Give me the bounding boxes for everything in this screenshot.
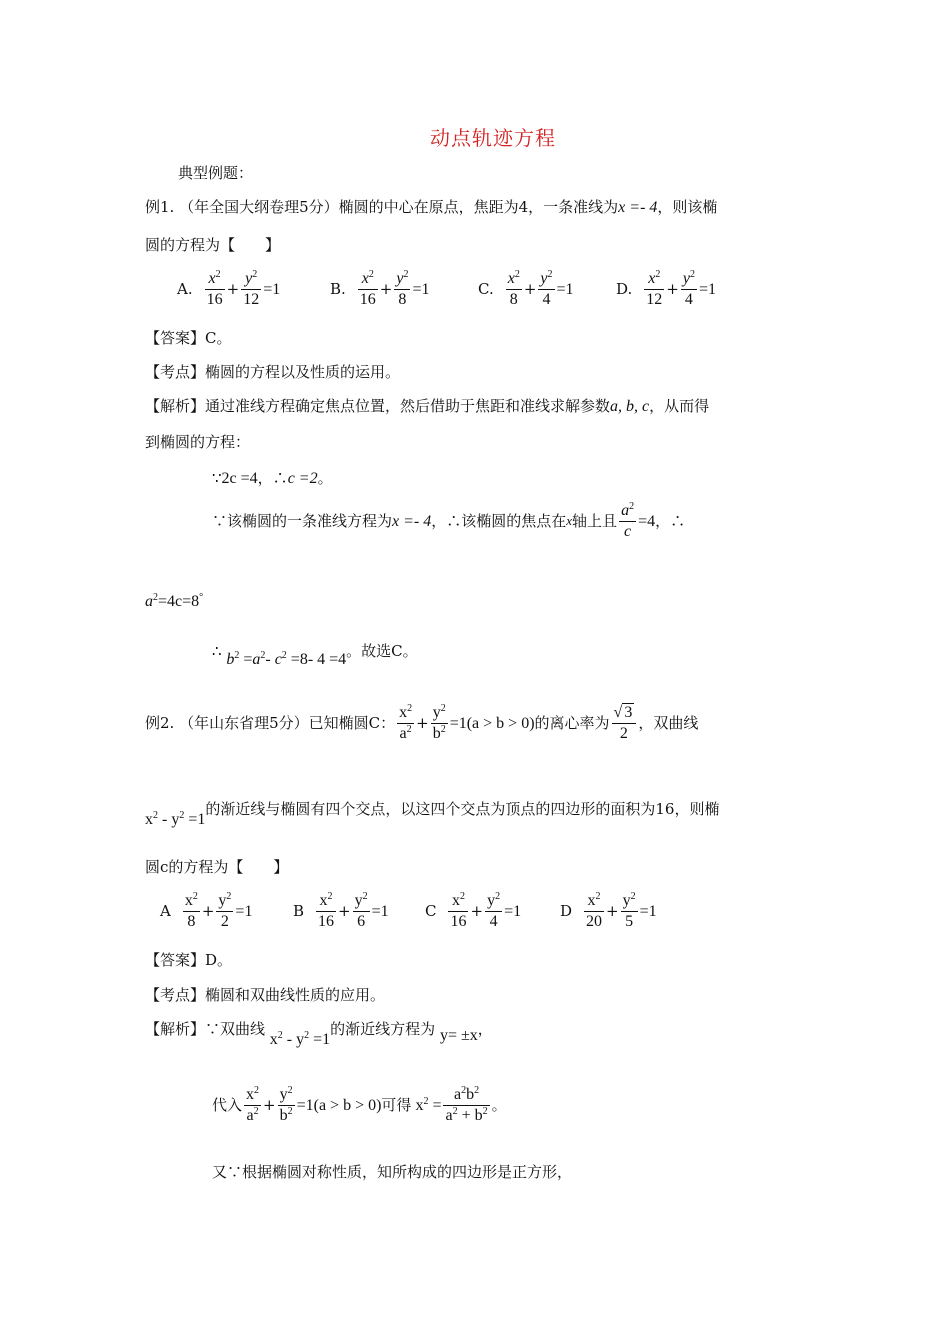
ex1-analysis-line2: 到椭圆的方程： [145, 433, 251, 451]
ex1-option-a: A. $\frac{x^2}{16}$ + $\frac{y^2}{12}$ =1 [177, 269, 281, 308]
ex1-step1: ∵2c =4，∴c =2。 [212, 469, 333, 487]
ex2-option-a: A $\frac{x^2}{8}$ + $\frac{y^2}{2}$ =1 [160, 891, 253, 930]
section-label: 典型例题： [178, 164, 254, 182]
ex2-option-d: D $\frac{x^2}{20}$ + $\frac{y^2}{5}$ =1 [560, 891, 657, 930]
ex2-last-line: 又∵根据椭圆对称性质，知所构成的四边形是正方形， [212, 1163, 573, 1181]
ex2-option-c: C $\frac{x^2}{16}$ + $\frac{y^2}{4}$ =1 [425, 891, 522, 930]
ex1-step2: ∵该椭圆的一条准线方程为 x =- 4 ，∴该椭圆的焦点在 x 轴上且 $\frac{a^2}{c}$ =4 ，∴ [212, 501, 686, 540]
ex1-step3: $a^2=4c=8^\circ$ [145, 592, 204, 610]
ex1-line2: 圆的方程为【 】 [145, 236, 281, 254]
ex1-option-c: C. $\frac{x^2}{8}$ + $\frac{y^2}{4}$ =1 [478, 269, 574, 308]
ex1-step4: ∴ $b^2 =a^2-$ $c^2 =8-$ 4 =4。故选C。 [212, 642, 418, 668]
ex1-analysis-line1: 【解析】通过准线方程确定焦点位置，然后借助于焦距和准线求解参数a, b, c，从而得 [145, 397, 710, 415]
page-title: 动点轨迹方程 [430, 126, 556, 150]
ex1-line1: 例1. （年全国大纲卷理5分）椭圆的中心在原点，焦距为4，一条准线为x =- 4，则该椭 [145, 198, 718, 216]
ex2-point: 【考点】椭圆和双曲线性质的应用。 [145, 986, 386, 1004]
ex2-substitution: 代入 $\frac{x^2}{a^2}$ + $\frac{y^2}{b^2}$ =1(a > b > 0) 可得 $x^2$ = $\frac{a^2b^2}{a^2 + b^2}$ 。 [212, 1085, 507, 1124]
ex2-option-b: B $\frac{x^2}{16}$ + $\frac{y^2}{6}$ =1 [293, 891, 389, 930]
ex1-answer: 【答案】C。 [145, 329, 232, 347]
ex2-line1: 例2. （年山东省理5分）已知椭圆C： $\frac{x^2}{a^2}$ + $\frac{y^2}{b^2}$ =1(a > b > 0) 的离心率为 $\frac{√ 3}{2}$ ，双曲线 [145, 703, 699, 742]
ex2-line2: $x^2 - y^2 =1$的渐近线与椭圆有四个交点，以这四个交点为顶点的四边形的面积为16，则椭 [145, 800, 720, 828]
ex2-answer: 【答案】D。 [145, 951, 233, 969]
ex2-line3: 圆c的方程为【 】 [145, 858, 289, 876]
ex2-analysis: 【解析】∵双曲线 $x^2 - y^2 =1$的渐近线方程为 y= ±x， [145, 1020, 493, 1048]
ex1-option-d: D. $\frac{x^2}{12}$ + $\frac{y^2}{4}$ =1 [616, 269, 716, 308]
ex1-point: 【考点】椭圆的方程以及性质的运用。 [145, 363, 401, 381]
ex1-option-b: B. $\frac{x^2}{16}$ + $\frac{y^2}{8}$ =1 [330, 269, 430, 308]
